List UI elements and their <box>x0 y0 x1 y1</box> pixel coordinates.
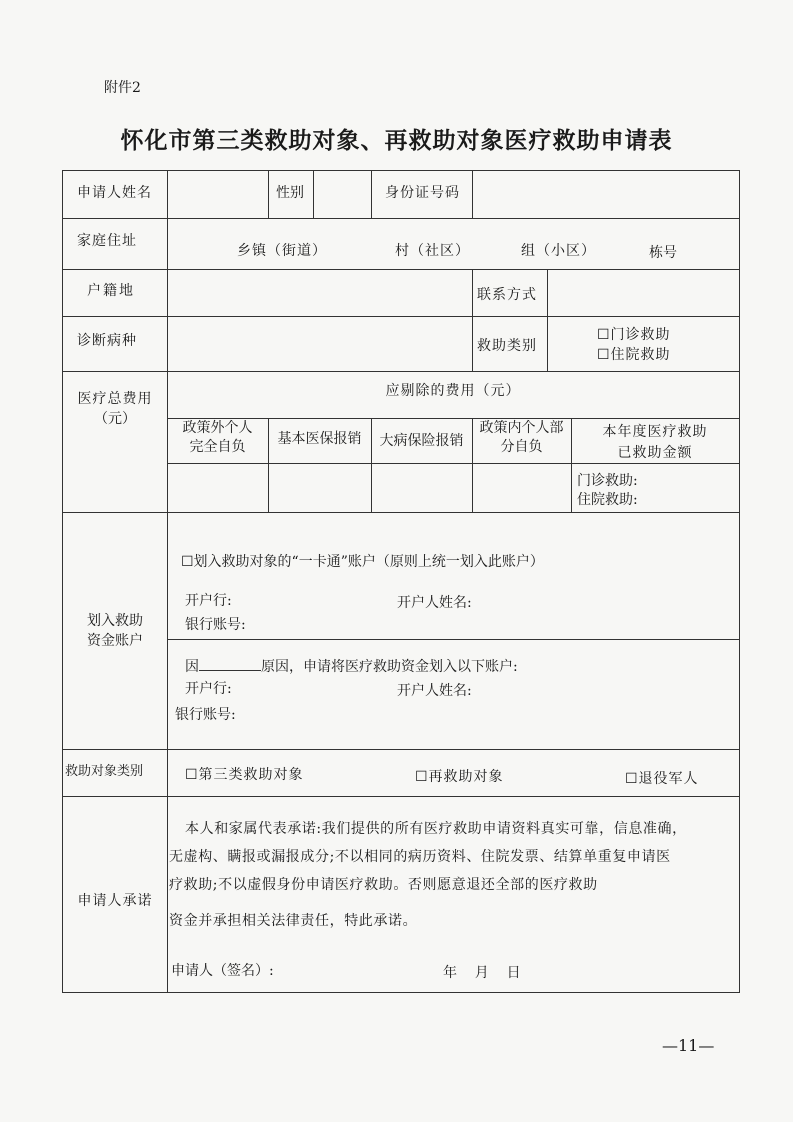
pledge-text-l3: 疗救助;不以虚假身份申请医疗救助。否则愿意退还全部的医疗救助 <box>169 877 598 893</box>
date-label: 年 月 日 <box>443 965 521 981</box>
address-building: 栋号 <box>649 245 677 261</box>
gender-label: 性别 <box>276 185 304 201</box>
account-label-l2: 资金账户 <box>87 633 143 649</box>
page-number: —11— <box>662 1036 715 1055</box>
re-aid-checkbox[interactable]: ☐再救助对象 <box>415 769 504 785</box>
col-aid-received-l1: 本年度医疗救助 <box>602 424 708 440</box>
bank-label-2: 开户行: <box>185 681 232 697</box>
account-label-l1: 划入救助 <box>87 613 143 629</box>
outpatient-aid-amount-label: 门诊救助: <box>577 473 638 489</box>
id-number-label: 身份证号码 <box>385 185 460 201</box>
bank-label-1: 开户行: <box>185 593 232 609</box>
reason-suffix: 原因，申请将医疗救助资金划入以下账户: <box>261 659 518 675</box>
col-self-pay-out-policy-l1: 政策外个人 <box>182 420 253 436</box>
reason-line <box>185 656 518 677</box>
veteran-checkbox[interactable]: ☐退役军人 <box>625 771 699 787</box>
one-card-account-checkbox[interactable]: ☐划入救助对象的“一卡通”账户（原则上统一划入此账户） <box>181 554 544 570</box>
account-number-label-2: 银行账号: <box>175 707 236 723</box>
attachment-label: 附件2 <box>104 80 141 96</box>
col-self-pay-in-policy-l2: 分自负 <box>500 439 543 455</box>
diagnosis-label: 诊断病种 <box>77 333 137 349</box>
aid-category-label: 救助对象类别 <box>65 764 144 779</box>
address-township: 乡镇（街道） <box>237 243 327 259</box>
col-self-pay-out-policy-l2: 完全自负 <box>189 439 246 455</box>
total-cost-unit: （元） <box>94 411 136 427</box>
deduct-cost-header: 应剔除的费用（元） <box>385 383 521 399</box>
application-form-table <box>62 170 740 993</box>
col-basic-insurance: 基本医保报销 <box>277 431 362 447</box>
inpatient-aid-checkbox[interactable]: ☐住院救助 <box>597 347 671 363</box>
third-class-checkbox[interactable]: ☐第三类救助对象 <box>185 767 304 783</box>
inpatient-aid-amount-label: 住院救助: <box>577 492 638 508</box>
pledge-label: 申请人承诺 <box>77 893 153 909</box>
pledge-text-l4: 资金并承担相关法律责任，特此承诺。 <box>169 913 418 929</box>
pledge-text-l1: 本人和家属代表承诺:我们提供的所有医疗救助申请资料真实可靠，信息准确， <box>185 821 687 837</box>
col-self-pay-in-policy-l1: 政策内个人部 <box>479 420 564 436</box>
col-aid-received-l2: 已救助金额 <box>617 445 693 461</box>
holder-label-2: 开户人姓名: <box>397 683 472 699</box>
account-number-label-1: 银行账号: <box>185 617 246 633</box>
pledge-text-l2: 无虚构、瞒报或漏报成分;不以相同的病历资料、住院发票、结算单重复申请医 <box>169 849 671 865</box>
contact-label: 联系方式 <box>477 287 537 303</box>
outpatient-aid-checkbox[interactable]: ☐门诊救助 <box>597 327 671 343</box>
reason-prefix: 因 <box>185 659 199 675</box>
col-major-illness-insurance: 大病保险报销 <box>379 433 464 449</box>
signature-label: 申请人（签名）: <box>171 963 274 979</box>
holder-label-1: 开户人姓名: <box>397 595 472 611</box>
address-group: 组（小区） <box>521 243 596 259</box>
address-village: 村（社区） <box>395 243 470 259</box>
applicant-name-label: 申请人姓名 <box>77 185 152 201</box>
household-registration-label: 户籍地 <box>87 283 135 299</box>
total-cost-label: 医疗总费用 <box>77 391 153 407</box>
reason-blank[interactable] <box>199 656 261 671</box>
aid-type-label: 救助类别 <box>477 338 537 354</box>
home-address-label: 家庭住址 <box>77 233 137 249</box>
form-title: 怀化市第三类救助对象、再救助对象医疗救助申请表 <box>120 127 673 154</box>
